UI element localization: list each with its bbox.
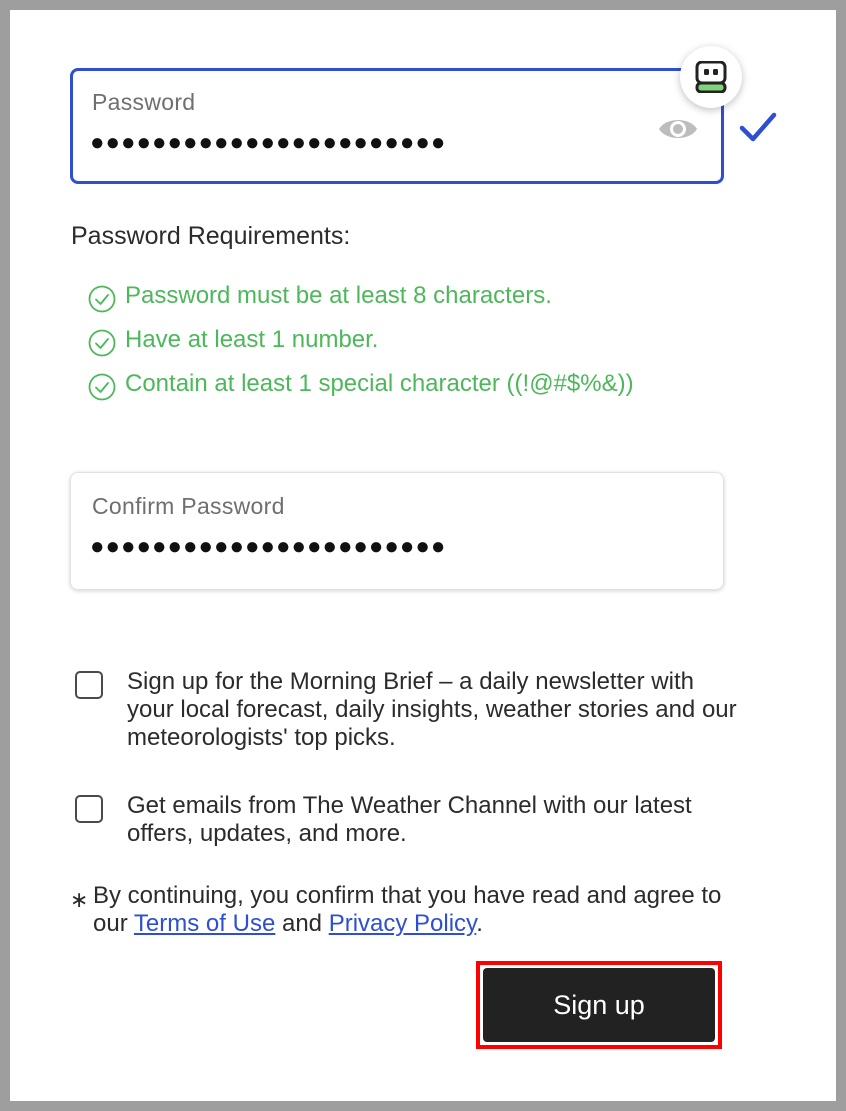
- legal-suffix: .: [476, 910, 483, 937]
- morning-brief-label: Sign up for the Morning Brief – a daily newsletter with your local forecast, daily insights, weather stories and our meteorologists' top picks.: [127, 668, 737, 751]
- check-circle-icon: [88, 285, 116, 313]
- legal-prefix: By continuing, you confirm that you have read and agree to our: [93, 882, 722, 937]
- morning-brief-checkbox[interactable]: [75, 671, 103, 699]
- confirm-password-input[interactable]: ●●●●●●●●●●●●●●●●●●●●●●●: [90, 533, 447, 560]
- terms-of-use-link[interactable]: Terms of Use: [133, 910, 276, 937]
- confirm-password-field[interactable]: [70, 472, 724, 590]
- legal-middle: and: [275, 910, 329, 937]
- password-manager-badge[interactable]: [680, 46, 742, 108]
- check-circle-icon: [88, 329, 116, 357]
- check-circle-icon: [88, 373, 116, 401]
- confirm-password-label: Confirm Password: [92, 493, 285, 519]
- legal-asterisk: ∗: [70, 887, 89, 912]
- requirements-heading: Password Requirements:: [71, 222, 351, 250]
- password-field[interactable]: [70, 68, 724, 184]
- password-label: Password: [92, 89, 196, 115]
- emails-label: Get emails from The Weather Channel with our latest offers, updates, and more.: [127, 792, 692, 847]
- password-input[interactable]: ●●●●●●●●●●●●●●●●●●●●●●●: [90, 129, 447, 156]
- sign-up-button[interactable]: Sign up: [483, 968, 715, 1042]
- privacy-policy-link[interactable]: Privacy Policy: [328, 910, 477, 937]
- password-valid-check-icon: [738, 110, 778, 144]
- requirement-text: Have at least 1 number.: [125, 326, 379, 353]
- requirement-text: Password must be at least 8 characters.: [125, 282, 552, 309]
- requirement-text: Contain at least 1 special character ((!@#$%&)): [125, 370, 634, 397]
- signup-form-panel: [10, 10, 836, 1101]
- emails-checkbox[interactable]: [75, 795, 103, 823]
- legal-text: [93, 882, 753, 938]
- eye-icon[interactable]: [657, 114, 699, 144]
- robot-icon: [695, 61, 727, 93]
